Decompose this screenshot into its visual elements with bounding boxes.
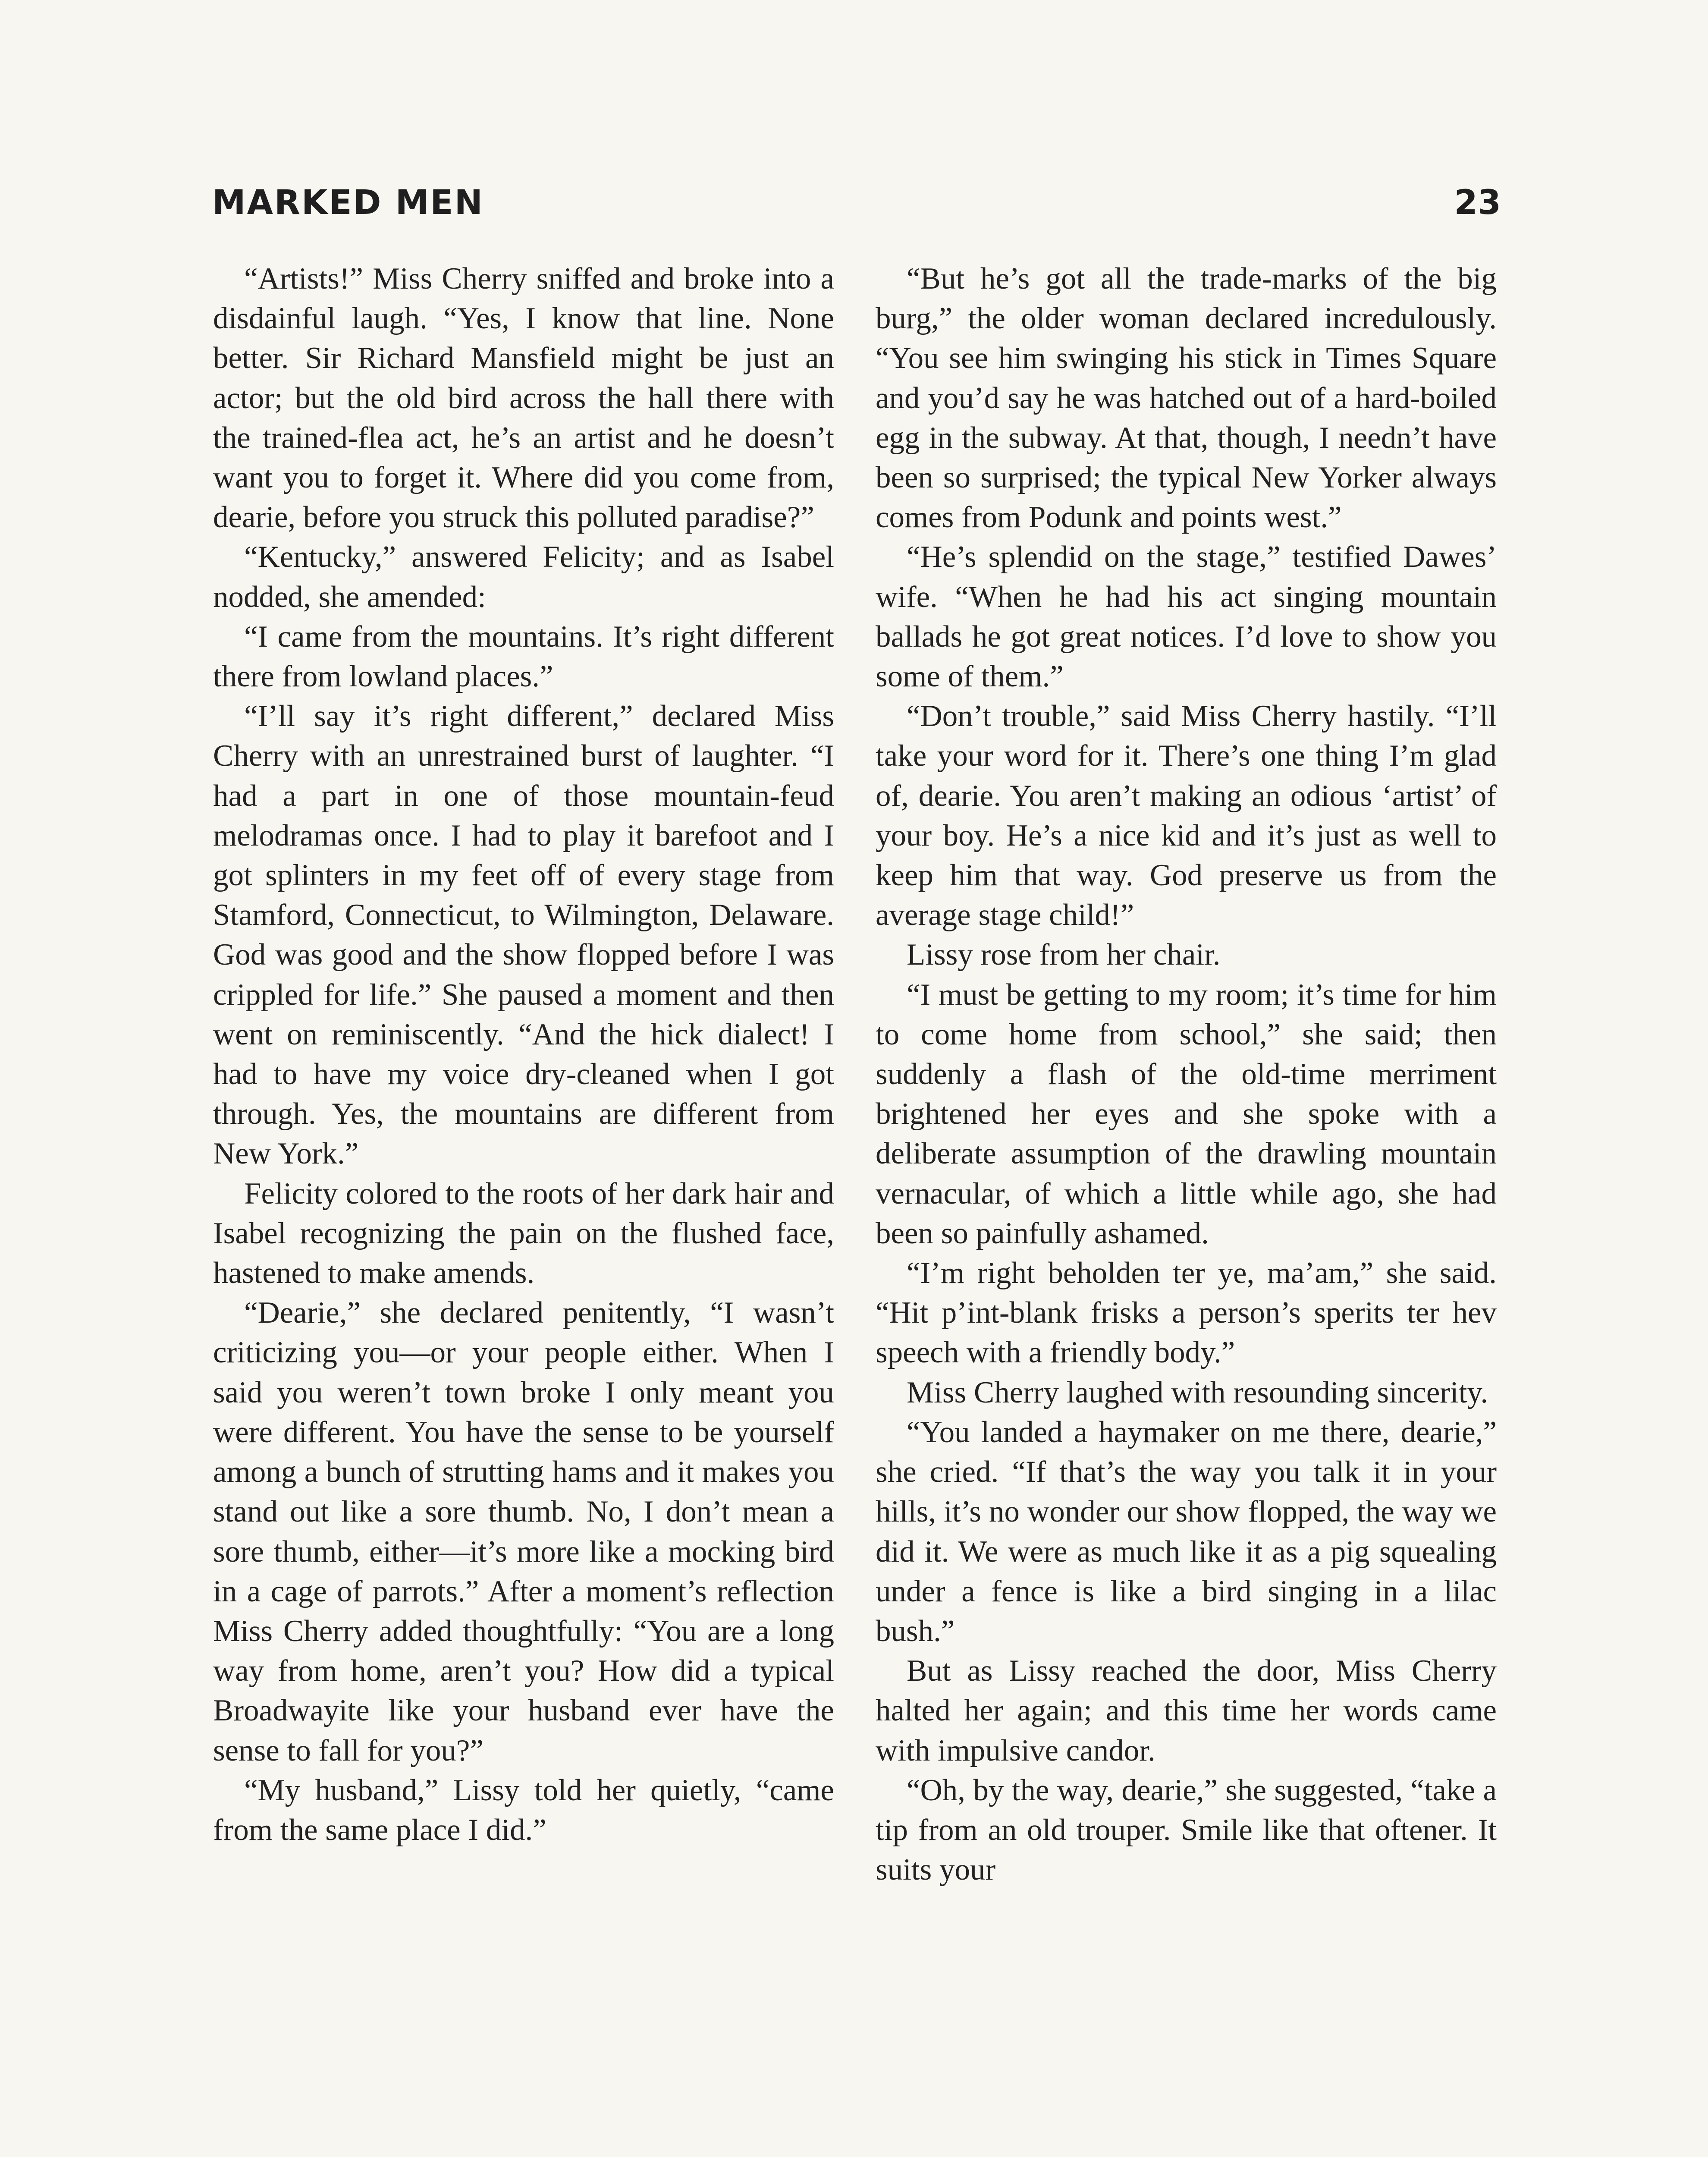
text-column-right xyxy=(876,259,1497,1890)
paragraph: “Dearie,” she declared penitently, “I wasn’t criticizing you—or your people either. When I said you weren’t town broke I only meant you were different. You have the sense to be yourself among a bunch of strutting hams and it makes you stand out like a sore thumb. No, I don’t mean a sore thumb, either—it’s more like a mocking bird in a cage of parrots.” After a moment’s reflection Miss Cherry added thoughtfully: “You are a long way from home, aren’t you? How did a typical Broadwayite like your husband ever have the sense to fall for you?” xyxy=(213,1296,834,1767)
paragraph: “Oh, by the way, dearie,” she suggested, “take a tip from an old trouper. Smile like that oftener. It suits your xyxy=(876,1773,1497,1887)
page-number: 23 xyxy=(1454,183,1501,222)
paragraph: But as Lissy reached the door, Miss Cherry halted her again; and this time her words came with impulsive candor. xyxy=(876,1654,1497,1767)
paragraph: “But he’s got all the trade-marks of the big burg,” the older woman declared incredulously. “You see him swinging his stick in Times Square and you’d say he was hatched out of a hard-boiled egg in the subway. At that, though, I needn’t have been so surprised; the typical New Yorker always comes from Podunk and points west.” xyxy=(876,262,1497,535)
running-title: MARKED MEN xyxy=(212,183,484,222)
paragraph: Lissy rose from her chair. xyxy=(907,938,1221,972)
text-column-left xyxy=(213,259,834,1850)
paragraph: “I must be getting to my room; it’s time for him to come home from school,” she said; then suddenly a flash of the old-time merriment brightened her eyes and she spoke with a deliberate assumption of the drawling mountain vernacular, of which a little while ago, she had been so painfully ashamed. xyxy=(876,978,1497,1250)
paragraph: “Don’t trouble,” said Miss Cherry hastily. “I’ll take your word for it. There’s one thing I’m glad of, dearie. You aren’t making an odious ‘artist’ of your boy. He’s a nice kid and it’s just as well to keep him that way. God preserve us from the average stage child!” xyxy=(876,699,1497,932)
paragraph: “Kentucky,” answered Felicity; and as Isabel nodded, she amended: xyxy=(213,540,834,614)
paragraph: “I’m right beholden ter ye, ma’am,” she said. “Hit p’int-blank frisks a person’s sperits ter hev speech with a friendly body.” xyxy=(876,1256,1497,1370)
paragraph: Miss Cherry laughed with resounding sincerity. xyxy=(907,1375,1488,1409)
paragraph: “I came from the mountains. It’s right different there from lowland places.” xyxy=(213,619,834,694)
paragraph: “Artists!” Miss Cherry sniffed and broke into a disdainful laugh. “Yes, I know that line. None better. Sir Richard Mansfield might be just an actor; but the old bird across the hall there with the trained-flea act, he’s an artist and he doesn’t want you to forget it. Where did you come from, dearie, before you struck this polluted paradise?” xyxy=(213,262,834,535)
paragraph: “You landed a haymaker on me there, dearie,” she cried. “If that’s the way you talk it in your hills, it’s no wonder our show flopped, the way we did it. We were as much like it as a pig squealing under a fence is like a bird singing in a lilac bush.” xyxy=(876,1415,1497,1648)
paragraph: “I’ll say it’s right different,” declared Miss Cherry with an unrestrained burst of laughter. “I had a part in one of those mountain-feud melodramas once. I had to play it barefoot and I got splinters in my feet off of every stage from Stamford, Connecticut, to Wilmington, Delaware. God was good and the show flopped before I was crippled for life.” She paused a moment and then went on reminiscently. “And the hick dialect! I had to have my voice dry-cleaned when I got through. Yes, the mountains are different from New York.” xyxy=(213,699,834,1171)
paragraph: “He’s splendid on the stage,” testified Dawes’ wife. “When he had his act singing mountain ballads he got great notices. I’d love to show you some of them.” xyxy=(876,540,1497,694)
paragraph: “My husband,” Lissy told her quietly, “came from the same place I did.” xyxy=(213,1773,834,1847)
paragraph: Felicity colored to the roots of her dark hair and Isabel recognizing the pain on the flushed face, hastened to make amends. xyxy=(213,1176,834,1290)
